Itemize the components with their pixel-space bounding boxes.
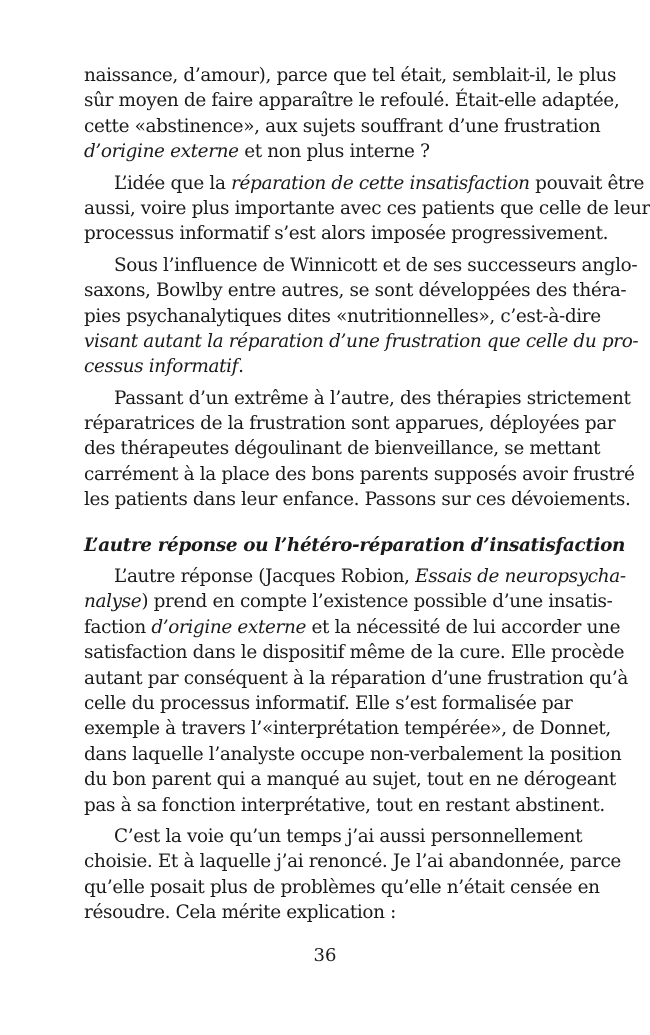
text-line <box>84 411 616 436</box>
section-heading: L’autre réponse ou l’hétéro-réparation d’insatisfaction <box>84 534 626 556</box>
text-line <box>84 742 622 767</box>
text-run: Sous l’influence de Winnicott et de ses successeurs anglo- <box>114 254 638 276</box>
text-run: satisfaction dans le dispositif même de la cure. Elle procède <box>84 642 625 664</box>
text-run: carrément à la place des bons parents supposés avoir frustré <box>84 463 635 485</box>
text-run: les patients dans leur enfance. Passons sur ces dévoiements. <box>84 489 631 511</box>
text-run: et la nécessité de lui accorder une <box>306 616 621 638</box>
text-run: choisie. Et à laquelle j’ai renoncé. Je l’ai abandonnée, parce <box>84 851 621 873</box>
italic-text: réparation de cette insatisfaction <box>231 172 530 194</box>
text-line <box>84 691 573 716</box>
text-line <box>84 900 566 925</box>
text-line <box>84 221 609 246</box>
text-line <box>84 589 613 614</box>
text-line <box>84 564 626 589</box>
text-line <box>84 329 639 354</box>
text-line <box>84 139 566 164</box>
text-run: naissance, d’amour), parce que tel était, semblait-il, le plus <box>84 65 617 86</box>
text-run: pas à sa fonction interprétative, tout en restant abstinent. <box>84 794 605 816</box>
italic-text: cessus informatif <box>84 356 239 378</box>
text-run: sûr moyen de faire apparaître le refoulé. Était-elle adaptée, <box>84 90 620 112</box>
text-run: et non plus interne ? <box>238 141 430 163</box>
text-line <box>84 716 611 741</box>
spacer <box>84 513 566 533</box>
text-line <box>84 278 627 303</box>
paragraph <box>84 386 635 513</box>
text-run: faction <box>84 616 152 638</box>
italic-text: d’origine externe <box>84 141 239 163</box>
text-line <box>84 354 566 379</box>
text-run: L’autre réponse (Jacques Robion, <box>114 566 416 588</box>
text-run: processus informatif s’est alors imposée progressivement. <box>84 223 609 245</box>
text-line <box>84 793 605 818</box>
text-run: pies psychanalytiques dites «nutritionnelles», c’est-à-dire <box>84 305 601 327</box>
text-line <box>84 88 620 113</box>
text-line <box>84 436 601 461</box>
text-run: L’idée que la <box>114 172 232 194</box>
text-run: résoudre. Cela mérite explication : <box>84 902 396 924</box>
text-line <box>84 615 621 640</box>
text-run: C’est la voie qu’un temps j’ai aussi personnellement <box>114 825 583 847</box>
text-line <box>84 386 631 411</box>
text-line <box>84 114 601 139</box>
italic-text: nalyse <box>84 591 142 613</box>
text-run: pouvait être <box>529 172 645 194</box>
text-run: qu’elle posait plus de problèmes qu’elle n’était censée en <box>84 876 600 898</box>
text-line <box>84 462 635 487</box>
text-run: cette «abstinence», aux sujets souffrant d’une frustration <box>84 115 601 137</box>
page-number: 36 <box>313 945 337 966</box>
paragraph <box>84 171 650 247</box>
text-line <box>84 666 628 691</box>
text-run: réparatrices de la frustration sont apparues, déployées par <box>84 413 616 435</box>
page-body-text <box>84 63 650 926</box>
text-run: exemple à travers l’«interprétation tempérée», de Donnet, <box>84 718 611 740</box>
text-run: du bon parent qui a manqué au sujet, tout en ne dérogeant <box>84 769 616 791</box>
text-run: ) prend en compte l’existence possible d’une insatis- <box>141 591 613 613</box>
italic-text: visant autant la réparation d’une frustration que celle du pro- <box>84 330 639 352</box>
text-line <box>84 849 621 874</box>
text-line <box>84 767 616 792</box>
text-line <box>84 171 645 196</box>
text-run: saxons, Bowlby entre autres, se sont développées des théra- <box>84 280 627 302</box>
text-run: aussi, voire plus importante avec ces patients que celle de leur <box>84 197 650 219</box>
text-run: . <box>238 356 244 378</box>
text-line <box>84 253 638 278</box>
text-line <box>84 487 631 512</box>
paragraph <box>84 824 621 926</box>
text-run: dans laquelle l’analyste occupe non-verbalement la position <box>84 743 622 765</box>
paragraph <box>84 63 620 165</box>
italic-text: d’origine externe <box>151 616 307 638</box>
text-run: Passant d’un extrême à l’autre, des thérapies strictement <box>114 387 631 409</box>
paragraph <box>84 253 639 380</box>
text-line <box>84 824 583 849</box>
italic-text: Essais de neuropsycha- <box>415 566 626 588</box>
text-run: autant par conséquent à la réparation d’une frustration qu’à <box>84 667 628 689</box>
text-line <box>84 304 601 329</box>
text-line <box>84 63 617 88</box>
paragraph <box>84 564 628 818</box>
text-run: des thérapeutes dégoulinant de bienveillance, se mettant <box>84 438 601 460</box>
text-run: celle du processus informatif. Elle s’est formalisée par <box>84 692 573 714</box>
text-line <box>84 640 625 665</box>
text-line <box>84 196 650 221</box>
text-line <box>84 875 600 900</box>
